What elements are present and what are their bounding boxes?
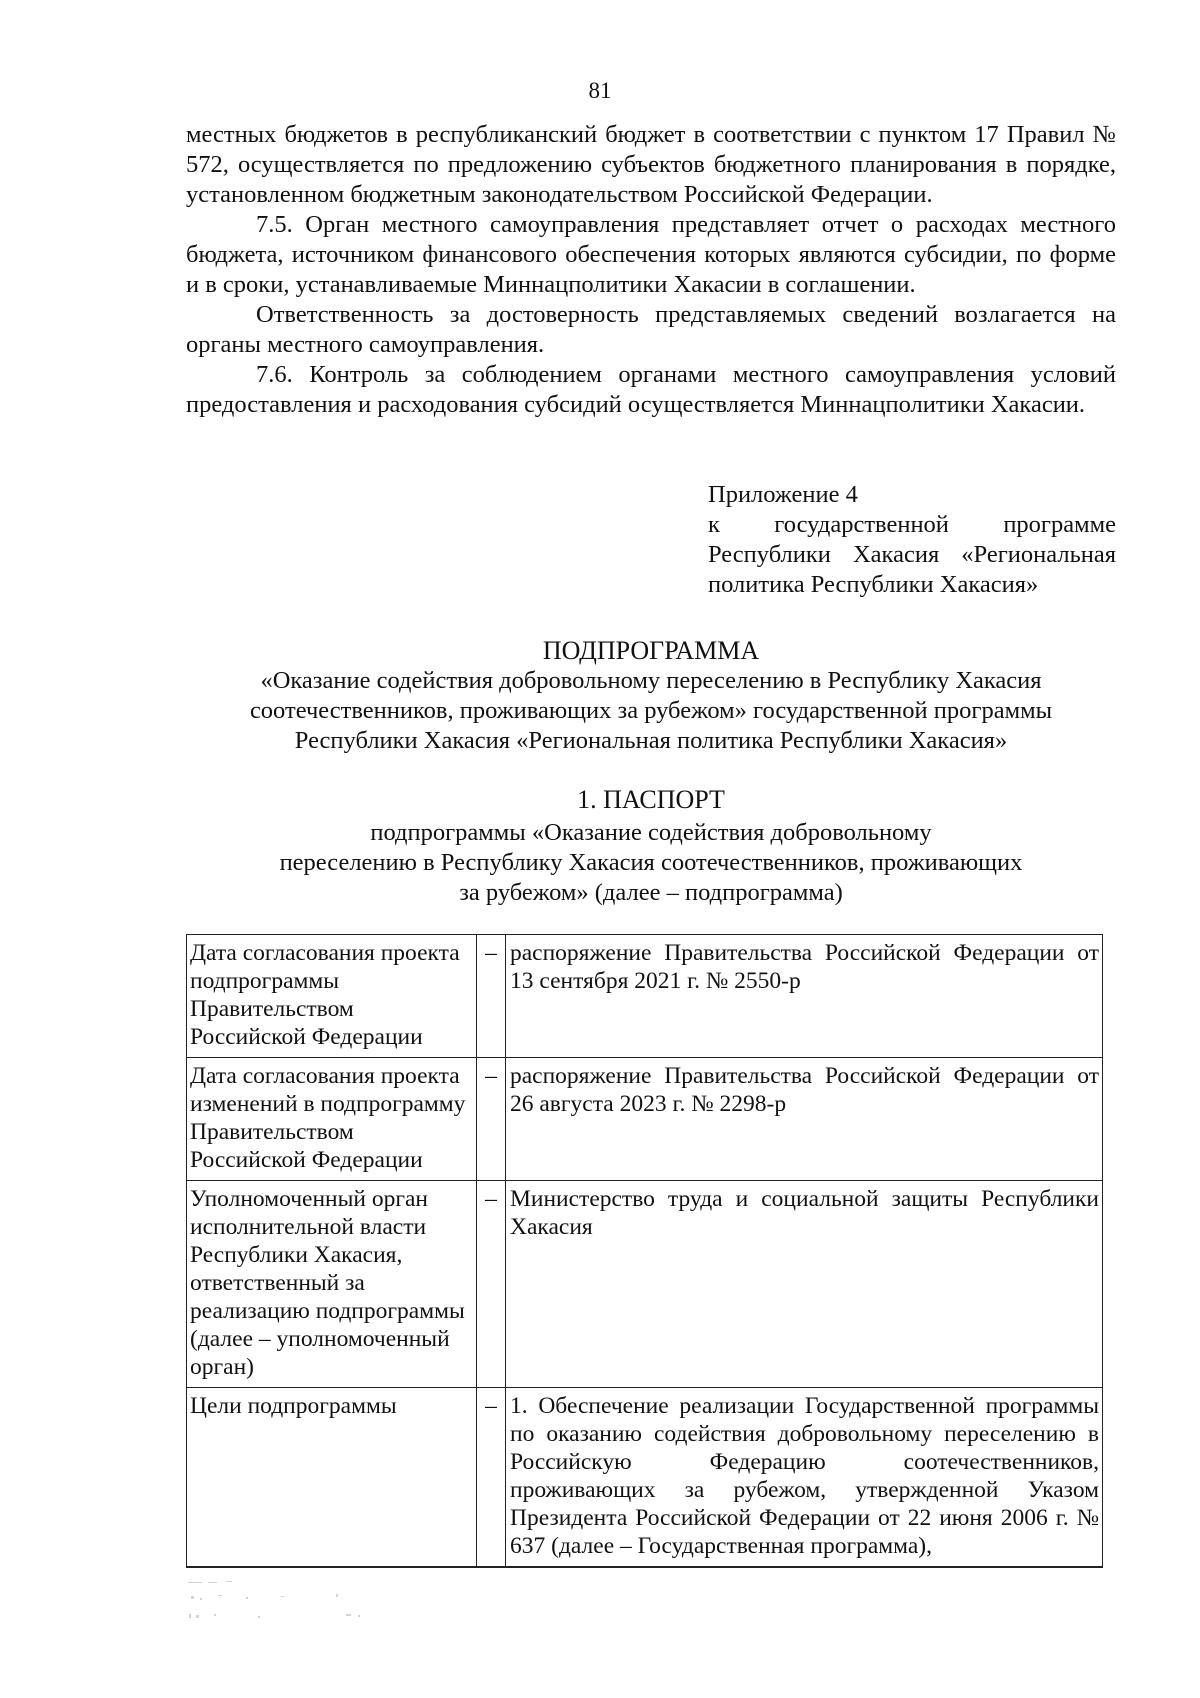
passport-subtitle-line: переселению в Республику Хакасия соотечественников, проживающих [279,849,1023,876]
appendix-line: Приложение 4 [708,481,858,508]
passport-subtitle-line: подпрограммы «Оказание содействия добровольному [370,819,932,846]
paragraph-7-5: 7.5. Орган местного самоуправления представляет отчет о расходах местного бюджета, источником финансового обеспечения которых являются субсидии, по форме и в сроки, устанавливаемые Миннацполитики Хакасии в соглашении. [186,211,1116,298]
row-label: Цели подпрограммы [187,1388,477,1568]
appendix-line: Республики Хакасия «Региональная [708,541,1116,568]
scan-noise-decoration [186,1578,396,1628]
subprogram-name-line: соотечественников, проживающих за рубежом» государственной программы [249,697,1053,724]
page-number: 81 [588,78,612,103]
paragraph-continuation: местных бюджетов в республиканский бюджет в соответствии с пунктом 17 Правил № 572, осуществляется по предложению субъектов бюджетного планирования в порядке, установленном бюджетным законодательством Российской Федерации. [186,121,1116,208]
row-dash: – [477,1058,506,1181]
row-value: распоряжение Правительства Российской Федерации от 13 сентября 2021 г. № 2550-р [506,935,1103,1058]
row-label: Дата согласования проекта подпрограммы Правительством Российской Федерации [187,935,477,1058]
subprogram-name [186,666,1116,756]
passport-heading: 1. ПАСПОРТ [577,785,725,814]
table-row [187,1181,1103,1388]
appendix-header [708,480,1116,600]
table-row [187,935,1103,1058]
body-text [186,120,1116,420]
appendix-line: политика Республики Хакасия» [708,571,1039,598]
table-row [187,1388,1103,1568]
row-dash: – [477,1181,506,1388]
row-label: Уполномоченный орган исполнительной власти Республики Хакасия, ответственный за реализацию подпрограммы (далее – уполномоченный орган) [187,1181,477,1388]
paragraph-7-6: 7.6. Контроль за соблюдением органами местного самоуправления условий предоставления и расходования субсидий осуществляется Миннацполитики Хакасии. [186,361,1116,418]
row-dash: – [477,1388,506,1568]
passport-subtitle [186,818,1116,908]
table-row [187,1058,1103,1181]
passport-table [186,934,1103,1568]
subprogram-name-line: «Оказание содействия добровольному переселению в Республику Хакасия [260,667,1042,694]
row-value: 1. Обеспечение реализации Государственной программы по оказанию содействия добровольному переселению в Российскую Федерацию соотечественников, проживающих за рубежом, утвержденной Указом Президента Российской Федерации от 22 июня 2006 г. № 637 (далее – Государственная программа), [506,1388,1103,1568]
passport-subtitle-line: за рубежом» (далее – подпрограмма) [459,879,843,906]
row-label: Дата согласования проекта изменений в подпрограмму Правительством Российской Федерации [187,1058,477,1181]
paragraph-responsibility: Ответственность за достоверность представляемых сведений возлагается на органы местного самоуправления. [186,301,1116,358]
row-value: Министерство труда и социальной защиты Республики Хакасия [506,1181,1103,1388]
subprogram-name-line: Республики Хакасия «Региональная политика Республики Хакасия» [294,727,1008,754]
subprogram-heading: ПОДПРОГРАММА [542,636,760,665]
appendix-line: к государственной программе [708,511,1116,538]
row-dash: – [477,935,506,1058]
row-value: распоряжение Правительства Российской Федерации от 26 августа 2023 г. № 2298-р [506,1058,1103,1181]
